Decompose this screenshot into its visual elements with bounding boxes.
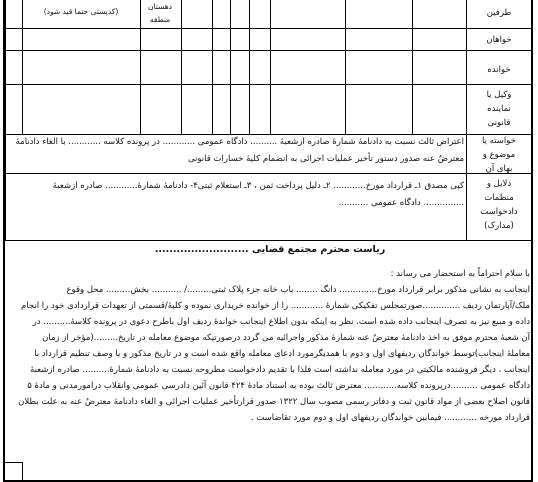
row-divider — [3, 28, 533, 29]
body-line: معاملهٔ اینجانب)توسط خواندگان ردیفهای اول و دوم با همدیگرمورد ادعای معامله واقع شده است و در تاریخ مذکور و با وصف تنظیم قرارداد با — [34, 349, 530, 359]
row-divider — [3, 84, 533, 85]
table-bottom-line — [3, 240, 533, 241]
evidence-line-1: کپی مصدق ۱ـ قرارداد مورخ............ ۲ـ دلیل پرداخت ثمن ، ۳ـ استعلام ثبتی۴- دادنامهٔ شمارهٔ............ صادره ازشعبهٔ — [52, 181, 464, 191]
column-divider — [230, 0, 231, 134]
body-line: آن شعبهٔ محترم موفق به اخذ دادنامهٔ معترضٌ عنه شمارهٔ مذکور واجرائیه می گردد درصورتیکه موضوع معامله در تاریخ.........(مؤخر از زمان — [42, 333, 530, 343]
signature-box-edge — [22, 462, 23, 482]
claim-line-1: اعتراض ثالث نسبت به دادنامهٔ شمارهٔ صادره ازشعبهٔ .......... دادگاه عمومی ............ در پرونده کلاسه ............ با الغاء دادنامهٔ — [15, 137, 464, 147]
postal-code-note: (کدپستی حتما قید شود) — [43, 7, 119, 16]
label-plaintiff: خواهان — [486, 35, 512, 45]
column-divider — [270, 0, 271, 134]
body-line: با سلام احتراماً به استحضار می رساند : — [390, 269, 530, 279]
column-divider — [22, 0, 23, 134]
label-column-divider — [466, 0, 467, 240]
body-line: اینجانب به نشانی مذکور برابر قرارداد مورخ.............. دانگ ........ باب خانه جزء پلاک ثبتی........./ ........... بخش......... محل وقوع — [66, 285, 530, 295]
body-line: ملک/آپارتمان ردیف ..............صورتمجلس تفکیکی شمارهٔ ............ را از خوانده خریداری نموده و کلیهٔ/قسمتی از تعهدات قراردادی خود را انجام — [21, 301, 530, 311]
column-divider — [5, 0, 6, 134]
column-divider — [181, 0, 182, 134]
label-evidence: دلایل و منظمات دادخواست (مدارک) — [480, 179, 518, 231]
column-divider — [249, 0, 250, 134]
column-divider — [412, 0, 413, 134]
body-line: قانون اصلاح بعضی از مواد قانون ثبت و دفاتر رسمی مصوب سال ۱۳۲۲ صدور قرارتأخیر عملیات اجرائی و الغاء دادنامهٔ معترضٌ عنه به علت بطلان — [18, 397, 530, 407]
body-line: دادگاه عمومی ..........درپرونده کلاسه............ معترض ثالث بوده به استناد مادهٔ ۴۲۴ قانون آئین دادرسی عمومی وانقلاب درامورمدنی و مادهٔ ۵ — [27, 381, 530, 391]
village-label: دهستان — [147, 2, 173, 11]
label-defendant: خوانده — [487, 65, 511, 75]
label-attorney: وکیل یا نماینده قانونی — [486, 90, 512, 128]
label-parties: طرفین — [486, 8, 512, 18]
court-heading: ریاست محترم مجتمع قضایی .......................... — [154, 244, 386, 255]
column-divider — [212, 0, 213, 134]
body-line: قرارداد مورخه ............ فیمابین خواندگان ردیفهای اول و دوم مورد تقاضاست . — [250, 413, 530, 423]
row-divider — [3, 173, 533, 174]
column-divider — [345, 0, 346, 134]
label-claim: خواسته یا موضوع و بهای آن — [482, 136, 516, 174]
row-divider — [3, 50, 533, 51]
region-label: منطقه — [149, 15, 171, 24]
column-divider — [5, 134, 6, 240]
body-line: داده و مبیع نیز به تصرف اینجانب داده شده است. نظر به اینکه بدون اطلاع اینجانب خواندهٔ ردیف اول باطرح دعوی در پرونده کلاسهٔ.......... در — [32, 317, 530, 327]
evidence-line-2: ............... دادگاه عمومی ........... — [338, 198, 464, 208]
signature-box-edge — [3, 462, 23, 463]
claim-line-2: معترضٌ عنه صدور دستور تأخیر عملیات اجرائی به انضمام کلیهٔ خسارات قانونی — [187, 154, 464, 164]
body-line: اینجانب ، دیگر فروشنده مالکیتی در مورد معامله نداشته است فلذا با تقدیم دادخواست مطروحه نسبت به دادنامهٔ شمارهٔ.......... صادره ازشعبهٔ — [30, 365, 530, 375]
